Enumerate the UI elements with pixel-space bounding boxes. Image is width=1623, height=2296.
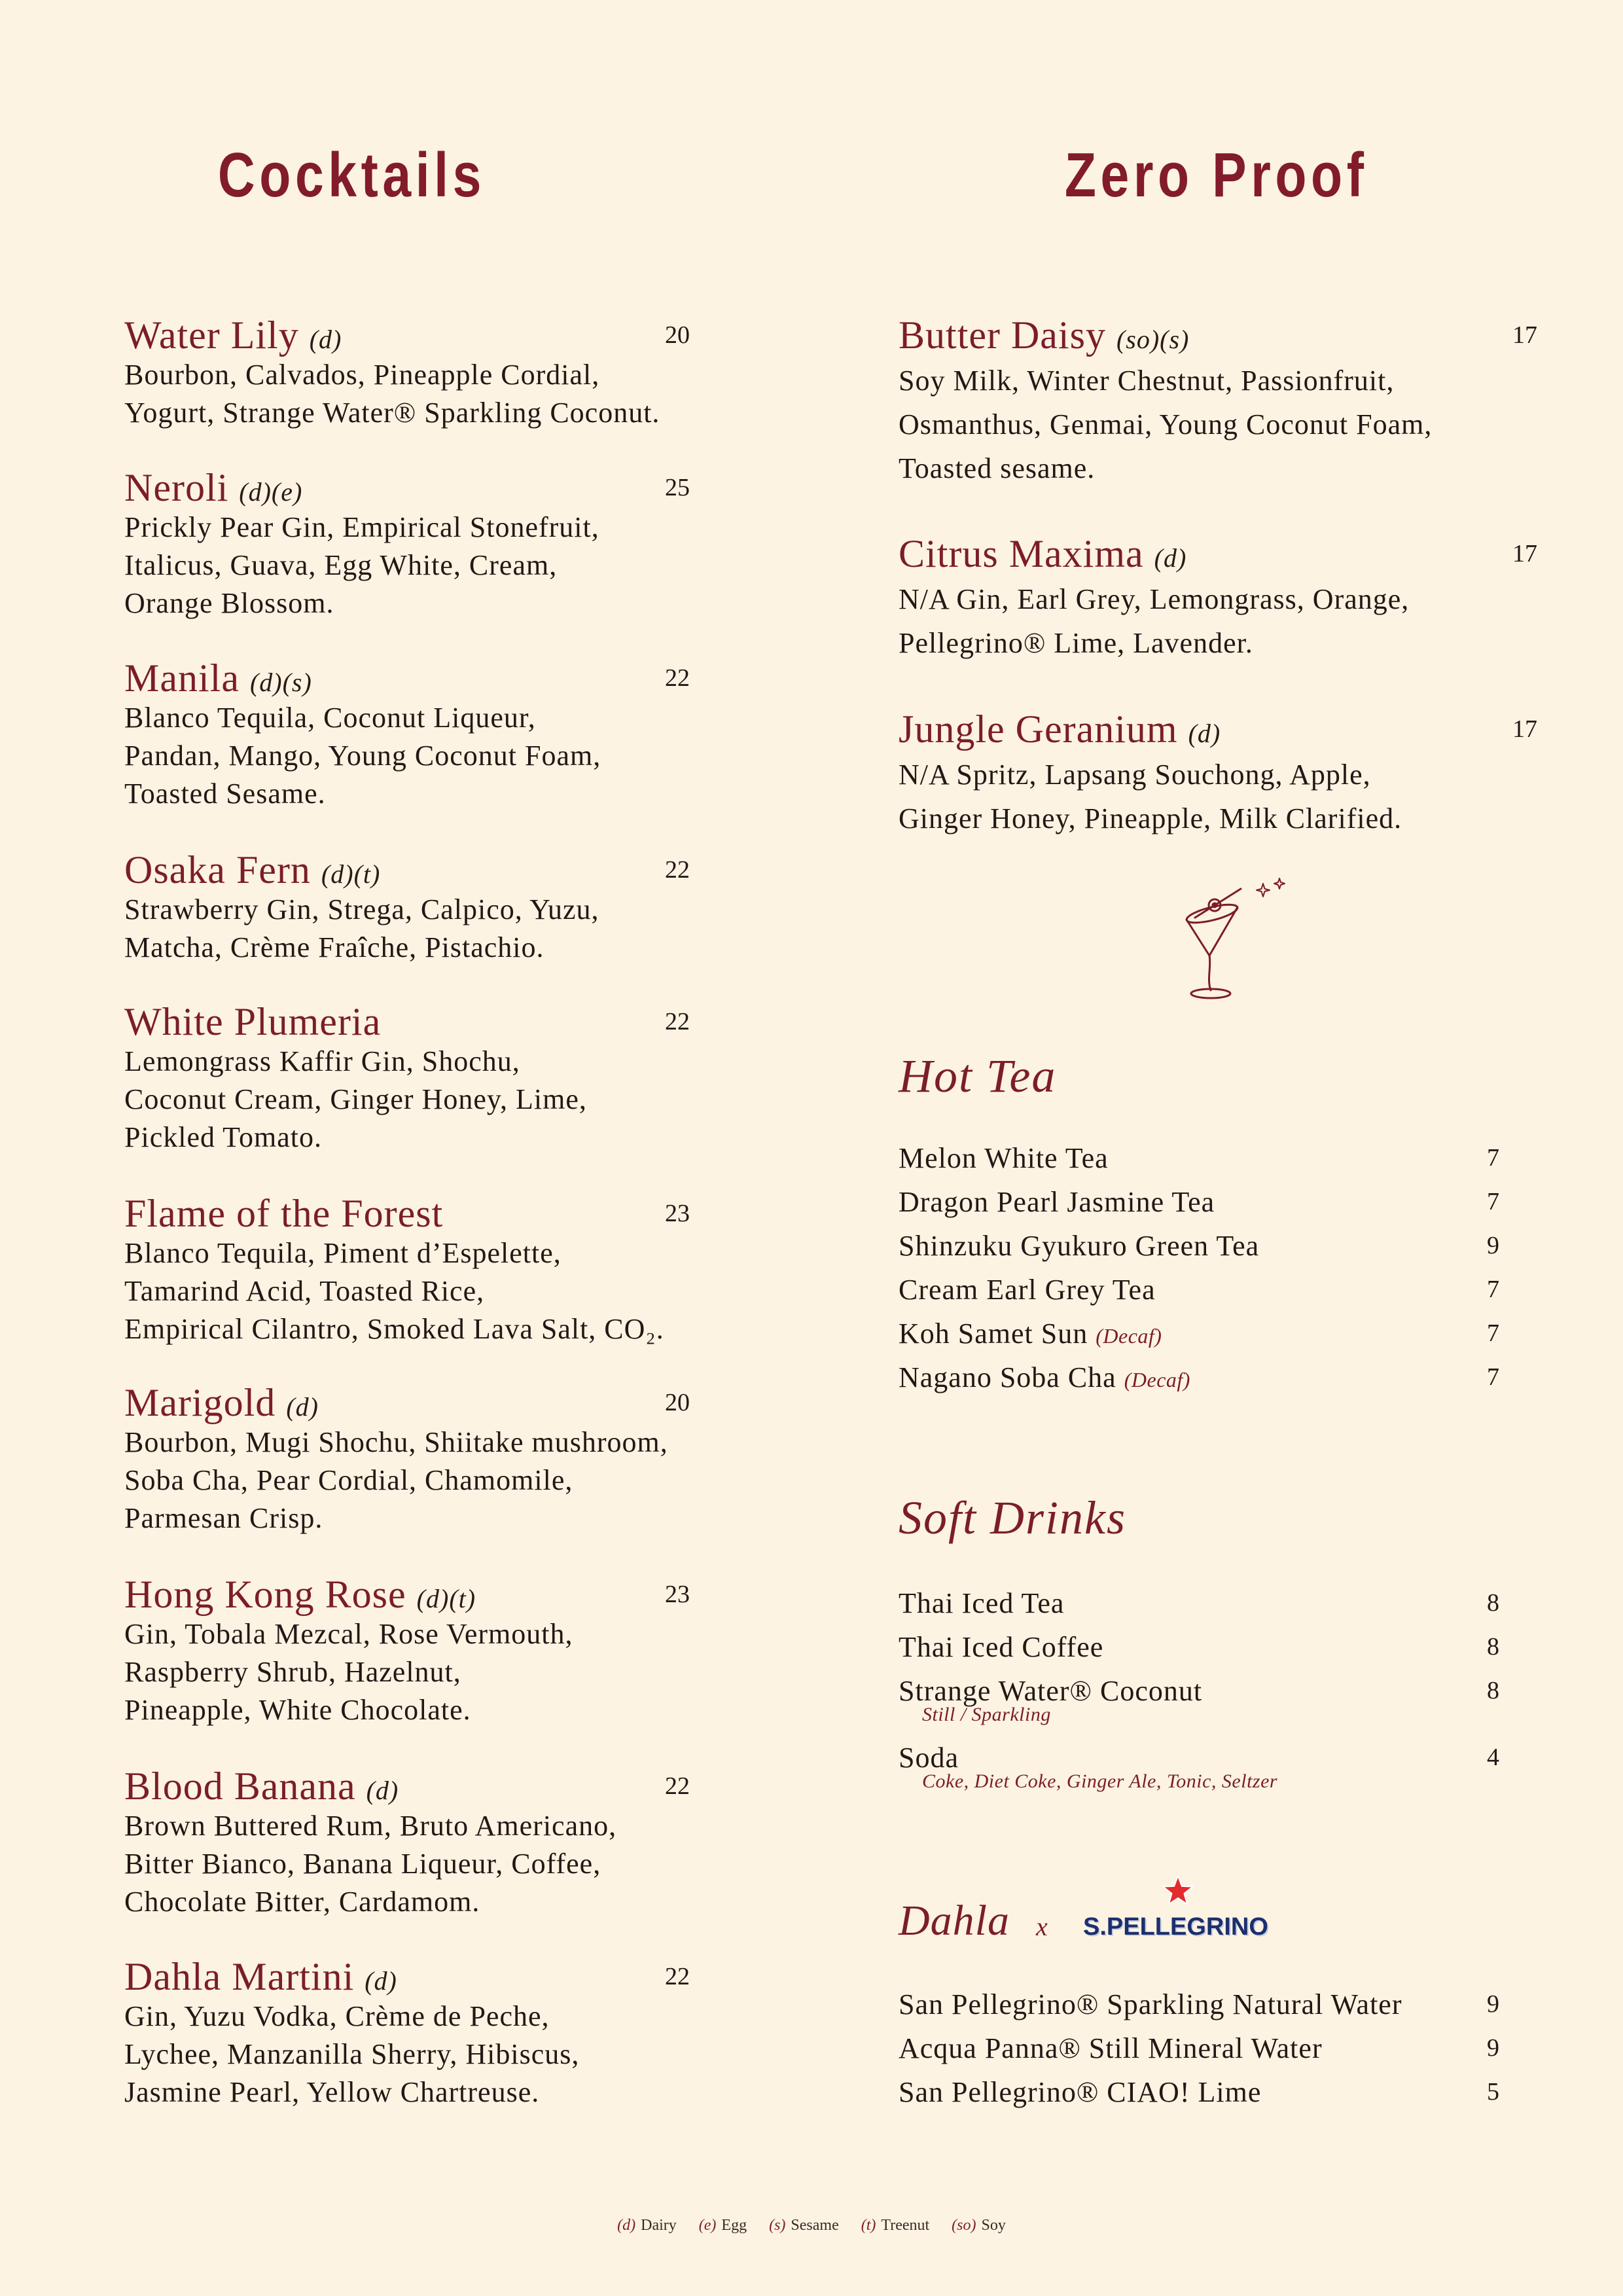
cocktail-ingredients-line: Brown Buttered Rum, Bruto Americano, (124, 1810, 617, 1842)
cocktail-ingredients-line: Gin, Tobala Mezcal, Rose Vermouth, (124, 1618, 573, 1650)
cocktail-ingredients-line: Pandan, Mango, Young Coconut Foam, (124, 740, 601, 772)
tea-price: 7 (1487, 1319, 1500, 1347)
water-name: San Pellegrino® Sparkling Natural Water (899, 1988, 1402, 2020)
cocktail-name-row (124, 1001, 779, 1043)
water-price: 9 (1487, 2034, 1500, 2062)
cocktail-name-row (124, 1193, 779, 1234)
cocktail-name: Water Lily (124, 314, 299, 357)
cocktail-ingredients-line: Italicus, Guava, Egg White, Cream, (124, 549, 558, 581)
cocktail-price: 20 (665, 1389, 690, 1416)
legend-item (861, 2217, 929, 2234)
tea-item (899, 1355, 1553, 1399)
zero-proof-price: 17 (1512, 715, 1537, 743)
allergen-tags: (d) (1188, 719, 1221, 748)
cocktail-ingredients-line: Tamarind Acid, Toasted Rice, (124, 1275, 485, 1307)
cocktail-item (124, 1382, 779, 1537)
cocktail-price: 22 (665, 1772, 690, 1800)
cocktail-item (124, 1193, 779, 1348)
tea-name: Nagano Soba Cha (899, 1361, 1116, 1393)
cocktail-ingredients-line: Orange Blossom. (124, 587, 334, 619)
soft-drink-price: 4 (1487, 1744, 1499, 1771)
cocktail-name-row (124, 1765, 779, 1807)
cocktail-name-row (124, 1573, 779, 1615)
zero-proof-ingredients-line: Osmanthus, Genmai, Young Coconut Foam, (899, 408, 1433, 440)
cocktail-ingredients-line: Pineapple, White Chocolate. (124, 1694, 471, 1726)
cocktail-item (124, 467, 779, 622)
cocktail-item (124, 1001, 779, 1157)
cocktail-name: Marigold (124, 1381, 276, 1424)
cocktail-ingredients-line: Parmesan Crisp. (124, 1502, 323, 1534)
dahla-wordmark: Dahla (899, 1897, 1010, 1945)
cocktail-ingredients-line: Strawberry Gin, Strega, Calpico, Yuzu, (124, 893, 599, 925)
tea-name: Koh Samet Sun (899, 1318, 1088, 1350)
cocktail-name-row (124, 657, 779, 699)
cocktail-ingredients-line: Bourbon, Calvados, Pineapple Cordial, (124, 359, 600, 391)
tea-price: 7 (1487, 1276, 1500, 1303)
legend-label: Egg (721, 2217, 747, 2234)
cocktail-price: 22 (665, 856, 690, 884)
cocktail-item (124, 657, 779, 813)
zero-proof-item (899, 706, 1553, 840)
cocktail-name: White Plumeria (124, 1000, 382, 1043)
zero-proof-ingredients-line: Ginger Honey, Pineapple, Milk Clarified. (899, 802, 1402, 834)
soft-drink-item (899, 1736, 1553, 1792)
legend-label: Treenut (881, 2217, 930, 2234)
allergen-legend (0, 2215, 1623, 2236)
cocktail-name-row (124, 1956, 779, 1998)
allergen-tags: (d) (309, 325, 342, 354)
soft-drink-name: Strange Water® Coconut (899, 1675, 1203, 1707)
legend-label: Soy (981, 2217, 1006, 2234)
soft-drink-item (899, 1581, 1553, 1625)
cocktail-ingredients-line: Prickly Pear Gin, Empirical Stonefruit, (124, 511, 599, 543)
tea-item (899, 1224, 1553, 1268)
cocktails-heading-text: Cocktails (217, 140, 486, 210)
zero-proof-name-row (899, 706, 1553, 753)
cocktail-price: 22 (665, 664, 690, 692)
cocktail-ingredients-line: Toasted Sesame. (124, 778, 326, 810)
tea-note: (Decaf) (1096, 1324, 1162, 1348)
cocktail-item (124, 1956, 779, 2111)
tea-item (899, 1180, 1553, 1224)
soft-drink-price: 8 (1487, 1633, 1499, 1660)
cocktail-ingredients-line: Lychee, Manzanilla Sherry, Hibiscus, (124, 2038, 580, 2070)
allergen-tags: (d)(t) (321, 859, 381, 889)
zero-proof-ingredients-line: Pellegrino® Lime, Lavender. (899, 627, 1253, 659)
cocktail-name: Flame of the Forest (124, 1192, 444, 1235)
tea-price: 7 (1487, 1188, 1500, 1215)
allergen-tags: (d) (1154, 543, 1187, 573)
tea-price: 9 (1487, 1232, 1500, 1259)
cocktail-name-row (124, 1382, 779, 1424)
cocktail-ingredients-line: Jasmine Pearl, Yellow Chartreuse. (124, 2076, 540, 2108)
cocktail-price: 22 (665, 1963, 690, 1990)
soft-drink-detail: Still / Sparkling (922, 1704, 1051, 1725)
soft-drink-name: Soda (899, 1742, 959, 1774)
cocktail-ingredients-line: Coconut Cream, Ginger Honey, Lime, (124, 1083, 587, 1115)
allergen-tags: (d)(e) (239, 477, 303, 507)
water-item (899, 1982, 1553, 2026)
legend-item (769, 2217, 839, 2234)
zero-proof-name: Citrus Maxima (899, 532, 1144, 575)
tea-name: Melon White Tea (899, 1142, 1109, 1174)
soft-drink-item (899, 1625, 1553, 1669)
cocktail-name-row (124, 849, 779, 891)
cocktail-ingredients-line: Bitter Bianco, Banana Liqueur, Coffee, (124, 1848, 601, 1880)
allergen-tags: (d)(t) (416, 1584, 476, 1613)
legend-code: (d) (617, 2217, 636, 2234)
cocktail-price: 20 (665, 321, 690, 349)
zero-proof-ingredients-line: N/A Gin, Earl Grey, Lemongrass, Orange, (899, 583, 1410, 615)
soft-drinks-heading: Soft Drinks (899, 1492, 1127, 1544)
allergen-tags: (d) (365, 1966, 397, 1996)
cocktail-ingredients-line: Pickled Tomato. (124, 1121, 322, 1153)
cocktail-ingredients-line: Lemongrass Kaffir Gin, Shochu, (124, 1045, 520, 1077)
cocktail-ingredients-line: Raspberry Shrub, Hazelnut, (124, 1656, 461, 1688)
water-price: 5 (1487, 2078, 1500, 2106)
cocktail-ingredients-line: Bourbon, Mugi Shochu, Shiitake mushroom, (124, 1426, 668, 1458)
zero-proof-price: 17 (1512, 540, 1537, 567)
tea-item (899, 1136, 1553, 1180)
cocktail-price: 22 (665, 1008, 690, 1035)
cocktail-ingredients-line: Yogurt, Strange Water® Sparkling Coconut. (124, 397, 660, 429)
cocktail-name: Dahla Martini (124, 1955, 355, 1998)
allergen-tags: (so)(s) (1116, 325, 1190, 354)
martini-glass-icon (1171, 876, 1289, 1007)
zero-proof-name: Butter Daisy (899, 314, 1106, 357)
cocktail-price: 25 (665, 474, 690, 501)
zero-proof-ingredients-line: Toasted sesame. (899, 452, 1096, 484)
water-item (899, 2070, 1553, 2114)
zero-proof-name-row (899, 530, 1553, 577)
legend-code: (s) (769, 2217, 786, 2234)
soft-drink-detail: Coke, Diet Coke, Ginger Ale, Tonic, Seltzer (922, 1770, 1278, 1792)
water-name: San Pellegrino® CIAO! Lime (899, 2076, 1262, 2108)
legend-code: (t) (861, 2217, 876, 2234)
legend-code: (e) (698, 2217, 717, 2234)
cocktail-ingredients-line: Empirical Cilantro, Smoked Lava Salt, CO₂. (124, 1313, 664, 1345)
cocktail-name: Blood Banana (124, 1765, 356, 1808)
cocktail-item (124, 314, 779, 432)
tea-item (899, 1268, 1553, 1312)
times-mark: x (1036, 1912, 1048, 1941)
water-name: Acqua Panna® Still Mineral Water (899, 2032, 1323, 2064)
zero-proof-ingredients-line: Soy Milk, Winter Chestnut, Passionfruit, (899, 365, 1395, 397)
legend-label: Sesame (791, 2217, 839, 2234)
cocktail-ingredients-line: Chocolate Bitter, Cardamom. (124, 1886, 480, 1918)
soft-drink-item (899, 1669, 1553, 1725)
cocktail-name-row (124, 467, 779, 509)
zero-proof-name: Jungle Geranium (899, 708, 1178, 751)
allergen-tags: (d) (286, 1392, 319, 1422)
cocktail-item (124, 849, 779, 967)
water-list (899, 1982, 1553, 2114)
hot-tea-heading: Hot Tea (899, 1050, 1057, 1102)
zero-proof-item (899, 312, 1553, 490)
cocktail-name: Osaka Fern (124, 848, 311, 891)
cocktail-price: 23 (665, 1200, 690, 1227)
soft-drink-name: Thai Iced Tea (899, 1587, 1065, 1619)
cocktails-heading (90, 140, 613, 210)
cocktail-ingredients-line: Blanco Tequila, Coconut Liqueur, (124, 702, 536, 734)
allergen-tags: (d)(s) (249, 668, 312, 697)
zero-proof-price: 17 (1512, 321, 1537, 349)
tea-name: Shinzuku Gyukuro Green Tea (899, 1230, 1260, 1262)
tea-price: 7 (1487, 1144, 1500, 1172)
tea-item (899, 1312, 1553, 1355)
cocktail-ingredients-line: Matcha, Crème Fraîche, Pistachio. (124, 931, 544, 963)
hot-tea-list (899, 1136, 1553, 1399)
zero-proof-name-row (899, 312, 1553, 359)
legend-item (952, 2217, 1006, 2234)
s-pellegrino-wordmark: S.PELLEGRINO (1083, 1913, 1268, 1941)
zero-proof-heading (955, 140, 1478, 210)
cocktail-ingredients-line: Soba Cha, Pear Cordial, Chamomile, (124, 1464, 573, 1496)
tea-name: Cream Earl Grey Tea (899, 1274, 1156, 1306)
zero-proof-heading-text: Zero Proof (1065, 140, 1368, 210)
cocktail-price: 23 (665, 1581, 690, 1608)
zero-proof-item (899, 530, 1553, 665)
water-item (899, 2026, 1553, 2070)
cocktail-item (124, 1573, 779, 1729)
soft-drink-price: 8 (1487, 1589, 1499, 1617)
cocktail-ingredients-line: Blanco Tequila, Piment d’Espelette, (124, 1237, 562, 1269)
water-price: 9 (1487, 1990, 1500, 2018)
star-icon (1160, 1874, 1196, 1909)
cocktail-name-row (124, 314, 779, 356)
cocktail-name: Neroli (124, 466, 229, 509)
cocktail-ingredients-line: Gin, Yuzu Vodka, Crème de Peche, (124, 2000, 550, 2032)
soft-drink-price: 8 (1487, 1677, 1499, 1704)
cocktail-name: Manila (124, 656, 240, 700)
cocktail-name: Hong Kong Rose (124, 1573, 406, 1616)
soft-drink-name: Thai Iced Coffee (899, 1631, 1104, 1663)
tea-note: (Decaf) (1124, 1368, 1190, 1391)
allergen-tags: (d) (366, 1776, 399, 1805)
legend-item (699, 2217, 747, 2234)
legend-label: Dairy (641, 2217, 677, 2234)
tea-price: 7 (1487, 1363, 1500, 1391)
legend-item (617, 2217, 677, 2234)
cocktail-item (124, 1765, 779, 1921)
zero-proof-ingredients-line: N/A Spritz, Lapsang Souchong, Apple, (899, 759, 1371, 791)
legend-code: (so) (952, 2217, 976, 2234)
tea-name: Dragon Pearl Jasmine Tea (899, 1186, 1215, 1218)
